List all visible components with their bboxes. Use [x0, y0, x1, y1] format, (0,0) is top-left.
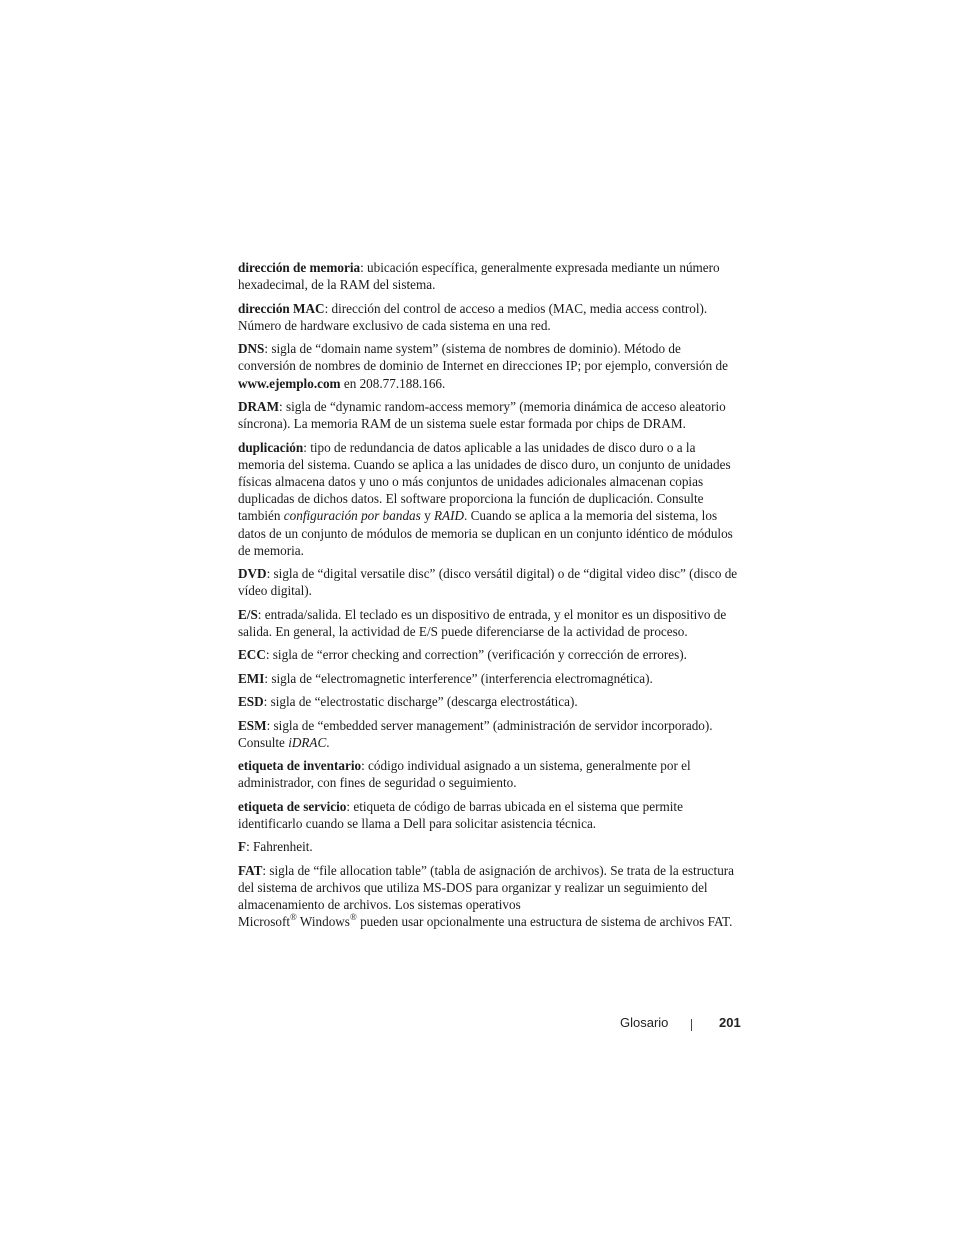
glossary-definition: : entrada/salida. El teclado es un dispositivo de entrada, y el monitor es un dispositivo de salida. En general, la actividad de E/S puede diferenciarse de la actividad de proceso. [238, 606, 727, 639]
registered-mark: ® [349, 911, 357, 922]
glossary-entry-dns [238, 340, 738, 392]
glossary-definition: : sigla de “error checking and correction” (verificación y corrección de errores). [265, 647, 687, 663]
glossary-term: ESM [238, 717, 267, 733]
glossary-definition: : sigla de “embedded server management” (administración de servidor incorporado). Consulte [238, 717, 713, 750]
glossary-entry-dram [238, 398, 738, 432]
glossary-term: FAT [238, 862, 263, 878]
footer-divider [691, 1019, 692, 1031]
glossary-definition: : Fahrenheit. [246, 839, 313, 855]
glossary-definition: : etiqueta de código de barras ubicada en el sistema que permite identificarlo cuando se llama a Dell para solicitar asistencia técnica. [238, 798, 683, 831]
glossary-content [238, 259, 738, 937]
glossary-definition: : sigla de “electromagnetic interference” (interferencia electromagnética). [264, 670, 653, 686]
glossary-definition: : código individual asignado a un sistema, generalmente por el administrador, con fines de seguridad o seguimiento. [238, 758, 691, 791]
glossary-entry-etiqueta-de-servicio [238, 798, 738, 832]
cross-reference: iDRAC [288, 734, 327, 750]
glossary-term: DRAM [238, 398, 280, 414]
glossary-definition: : sigla de “digital versatile disc” (disco versátil digital) o de “digital video disc” (disco de vídeo digital). [238, 566, 738, 599]
glossary-term: DNS [238, 341, 265, 357]
glossary-definition: . [326, 734, 330, 750]
glossary-entry-esm [238, 717, 738, 751]
glossary-definition: : dirección del control de acceso a medios (MAC, media access control). Número de hardware exclusivo de cada sistema en una red. [238, 300, 708, 333]
glossary-entry-emi [238, 670, 738, 687]
glossary-term: dirección de memoria [238, 260, 361, 275]
registered-mark: ® [290, 911, 297, 922]
glossary-term: ECC [238, 647, 266, 663]
glossary-entry-duplicacion [238, 439, 738, 559]
glossary-term: ESD [238, 694, 264, 710]
glossary-term: F [238, 839, 247, 855]
glossary-term: duplicación [238, 439, 304, 455]
glossary-term: dirección MAC [238, 300, 325, 316]
glossary-definition: : ubicación específica, generalmente expresada mediante un número hexadecimal, de la RAM del sistema. [238, 260, 720, 293]
glossary-definition: pueden usar opcionalmente una estructura de sistema de archivos FAT. [356, 914, 733, 930]
glossary-entry-fat [238, 862, 738, 931]
glossary-entry-etiqueta-de-inventario [238, 757, 738, 791]
glossary-definition: en 208.77.188.166. [340, 375, 446, 391]
example-url: www.ejemplo.com [238, 375, 341, 391]
glossary-definition: : sigla de “file allocation table” (tabla de asignación de archivos). Se trata de la estructura del sistema de archivos que utiliza MS-DOS para organizar y realizar un seguimiento del almacenamiento de archivos. Los sistemas operativos [238, 862, 735, 913]
cross-reference: RAID [433, 508, 465, 524]
glossary-entry-ecc [238, 646, 738, 663]
glossary-entry-direccion-mac [238, 300, 738, 334]
glossary-entry-esd [238, 693, 738, 710]
glossary-entry-direccion-de-memoria [238, 259, 738, 293]
glossary-definition: Windows [296, 914, 350, 930]
cross-reference: configuración por bandas [283, 508, 421, 524]
glossary-definition: : sigla de “electrostatic discharge” (descarga electrostática). [263, 694, 578, 710]
glossary-definition: : sigla de “domain name system” (sistema de nombres de dominio). Método de conversión de nombres de dominio de Internet en direcciones IP; por ejemplo, conversión de [238, 341, 728, 374]
glossary-definition: : sigla de “dynamic random-access memory” (memoria dinámica de acceso aleatorio síncrona). La memoria RAM de un sistema suele estar formada por chips de DRAM. [238, 398, 726, 432]
glossary-term: etiqueta de inventario [238, 758, 362, 774]
glossary-definition: . Cuando se aplica a la memoria del sistema, los datos de un conjunto de módulos de memoria se duplican en un conjunto idéntico de módulos de memoria. [238, 508, 733, 558]
footer-section-title: Glosario [620, 1015, 669, 1030]
glossary-term: etiqueta de servicio [238, 798, 347, 814]
glossary-definition: : tipo de redundancia de datos aplicable a las unidades de disco duro o a la memoria del sistema. Cuando se aplica a las unidades de disco duro, un conjunto de unidades físicas almacena datos y uno o más conjuntos de unidades adicionales almacenan copias duplicadas de dichos datos. El software proporciona la función de duplicación. Consulte también [238, 439, 731, 524]
glossary-term: DVD [238, 566, 267, 582]
glossary-definition: y [420, 508, 434, 524]
glossary-entry-f [238, 838, 738, 855]
glossary-term: EMI [238, 670, 265, 686]
glossary-definition: Microsoft [238, 914, 291, 930]
page-number: 201 [719, 1015, 741, 1030]
glossary-entry-e-s [238, 606, 738, 640]
glossary-term: E/S [238, 606, 258, 622]
glossary-entry-dvd [238, 565, 738, 599]
